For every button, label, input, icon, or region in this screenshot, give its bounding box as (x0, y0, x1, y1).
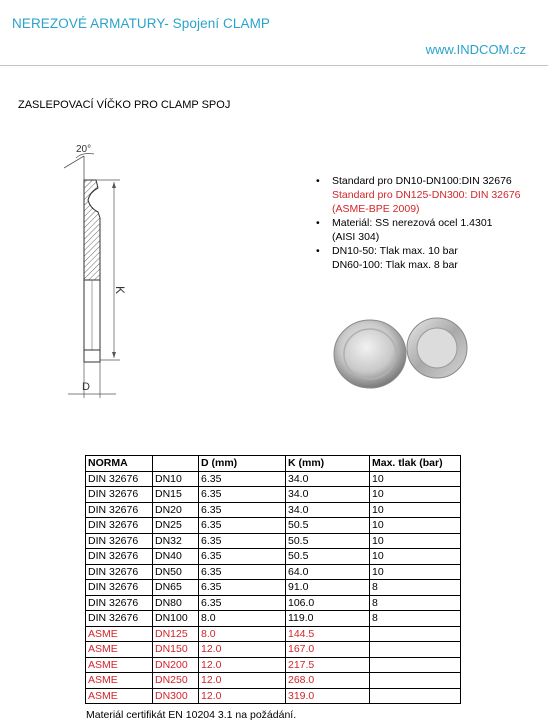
table-cell: 34.0 (286, 487, 370, 503)
table-cell: 10 (370, 518, 461, 534)
header-divider (0, 65, 548, 66)
bullet-icon: • (316, 245, 320, 257)
table-cell: ASME (86, 688, 153, 704)
table-cell: DIN 32676 (86, 564, 153, 580)
table-cell: ASME (86, 657, 153, 673)
table-cell: DIN 32676 (86, 518, 153, 534)
table-cell: DN50 (153, 564, 199, 580)
table-cell: DN10 (153, 471, 199, 487)
k-dimension-label: K (113, 286, 127, 295)
table-row (86, 471, 461, 487)
table-row (86, 518, 461, 534)
table-cell: 10 (370, 471, 461, 487)
table-cell: 6.35 (199, 564, 286, 580)
table-cell: DN250 (153, 673, 199, 689)
bullet-icon: • (316, 217, 320, 229)
spec-item-standard: • Standard pro DN10-DN100:DIN 32676 Standard pro DN125-DN300: DIN 32676 (ASME-BPE 2009) (316, 175, 521, 215)
table-cell: 217.5 (286, 657, 370, 673)
table-cell: 6.35 (199, 595, 286, 611)
spec-list (316, 174, 541, 272)
table-cell: 34.0 (286, 471, 370, 487)
table-cell: 6.35 (199, 549, 286, 565)
table-cell: DIN 32676 (86, 487, 153, 503)
table-cell: DIN 32676 (86, 580, 153, 596)
table-cell: 8.0 (199, 611, 286, 627)
website-link[interactable]: www.INDCOM.cz (425, 42, 526, 57)
angle-label: 20° (76, 144, 92, 155)
page-header-title: NEREZOVÉ ARMATURY- Spojení CLAMP (12, 16, 271, 31)
table-cell: DIN 32676 (86, 595, 153, 611)
table-cell: 91.0 (286, 580, 370, 596)
table-cell (370, 626, 461, 642)
table-cell: DIN 32676 (86, 533, 153, 549)
table-cell: 10 (370, 564, 461, 580)
technical-drawing (36, 140, 148, 405)
table-cell: 12.0 (199, 642, 286, 658)
column-header: Max. tlak (bar) (370, 456, 461, 472)
table-row (86, 502, 461, 518)
table-row (86, 487, 461, 503)
table-cell: DN150 (153, 642, 199, 658)
table-row (86, 673, 461, 689)
product-title: ZASLEPOVACÍ VÍČKO PRO CLAMP SPOJ (18, 99, 231, 111)
column-header: K (mm) (286, 456, 370, 472)
table-cell: 12.0 (199, 657, 286, 673)
table-cell: 6.35 (199, 518, 286, 534)
table-cell: 6.35 (199, 580, 286, 596)
table-cell: DIN 32676 (86, 549, 153, 565)
table-cell: 12.0 (199, 688, 286, 704)
table-row (86, 564, 461, 580)
table-cell: 10 (370, 502, 461, 518)
table-row (86, 642, 461, 658)
table-cell: 106.0 (286, 595, 370, 611)
table-cell: 8 (370, 595, 461, 611)
table-cell: DN20 (153, 502, 199, 518)
table-row (86, 549, 461, 565)
table-cell: DIN 32676 (86, 611, 153, 627)
table-cell: DN65 (153, 580, 199, 596)
table-cell: 6.35 (199, 533, 286, 549)
table-cell: 64.0 (286, 564, 370, 580)
table-row (86, 580, 461, 596)
spec-item-material: • Materiál: SS nerezová ocel 1.4301 (AISI 304) (316, 217, 493, 243)
table-cell (370, 657, 461, 673)
table-row (86, 533, 461, 549)
table-row (86, 595, 461, 611)
table-cell: 10 (370, 487, 461, 503)
table-cell: 50.5 (286, 533, 370, 549)
table-cell: 10 (370, 533, 461, 549)
column-header (153, 456, 199, 472)
table-cell: 6.35 (199, 502, 286, 518)
table-row (86, 626, 461, 642)
certificate-note: Materiál certifikát EN 10204 3.1 na požádání. (86, 709, 297, 721)
table-row (86, 611, 461, 627)
table-cell (370, 673, 461, 689)
product-photo (330, 312, 480, 392)
table-cell: DIN 32676 (86, 502, 153, 518)
spec-item-pressure: • DN10-50: Tlak max. 10 bar DN60-100: Tlak max. 8 bar (316, 245, 458, 271)
table-cell: DN100 (153, 611, 199, 627)
table-cell (370, 642, 461, 658)
bullet-icon: • (316, 175, 320, 187)
table-cell (370, 688, 461, 704)
table-cell: 119.0 (286, 611, 370, 627)
table-cell: DN200 (153, 657, 199, 673)
table-cell: 8.0 (199, 626, 286, 642)
specification-table (85, 455, 461, 704)
table-cell: DN125 (153, 626, 199, 642)
table-cell: 268.0 (286, 673, 370, 689)
table-cell: DN25 (153, 518, 199, 534)
table-cell: 12.0 (199, 673, 286, 689)
table-cell: 144.5 (286, 626, 370, 642)
table-cell: 6.35 (199, 487, 286, 503)
table-cell: DN80 (153, 595, 199, 611)
table-cell: 8 (370, 611, 461, 627)
table-cell: DN32 (153, 533, 199, 549)
table-cell: DIN 32676 (86, 471, 153, 487)
table-cell: 319.0 (286, 688, 370, 704)
table-cell: 8 (370, 580, 461, 596)
column-header: NORMA (86, 456, 153, 472)
table-cell: 34.0 (286, 502, 370, 518)
table-cell: DN15 (153, 487, 199, 503)
table-cell: DN300 (153, 688, 199, 704)
table-cell: DN40 (153, 549, 199, 565)
table-cell: 50.5 (286, 518, 370, 534)
column-header: D (mm) (199, 456, 286, 472)
table-cell: 50.5 (286, 549, 370, 565)
table-header-row (86, 456, 461, 472)
table-cell: 6.35 (199, 471, 286, 487)
table-cell: ASME (86, 626, 153, 642)
table-row (86, 657, 461, 673)
table-row (86, 688, 461, 704)
table-cell: ASME (86, 673, 153, 689)
table-cell: 167.0 (286, 642, 370, 658)
table-cell: 10 (370, 549, 461, 565)
d-dimension-label: D (82, 381, 90, 393)
table-cell: ASME (86, 642, 153, 658)
